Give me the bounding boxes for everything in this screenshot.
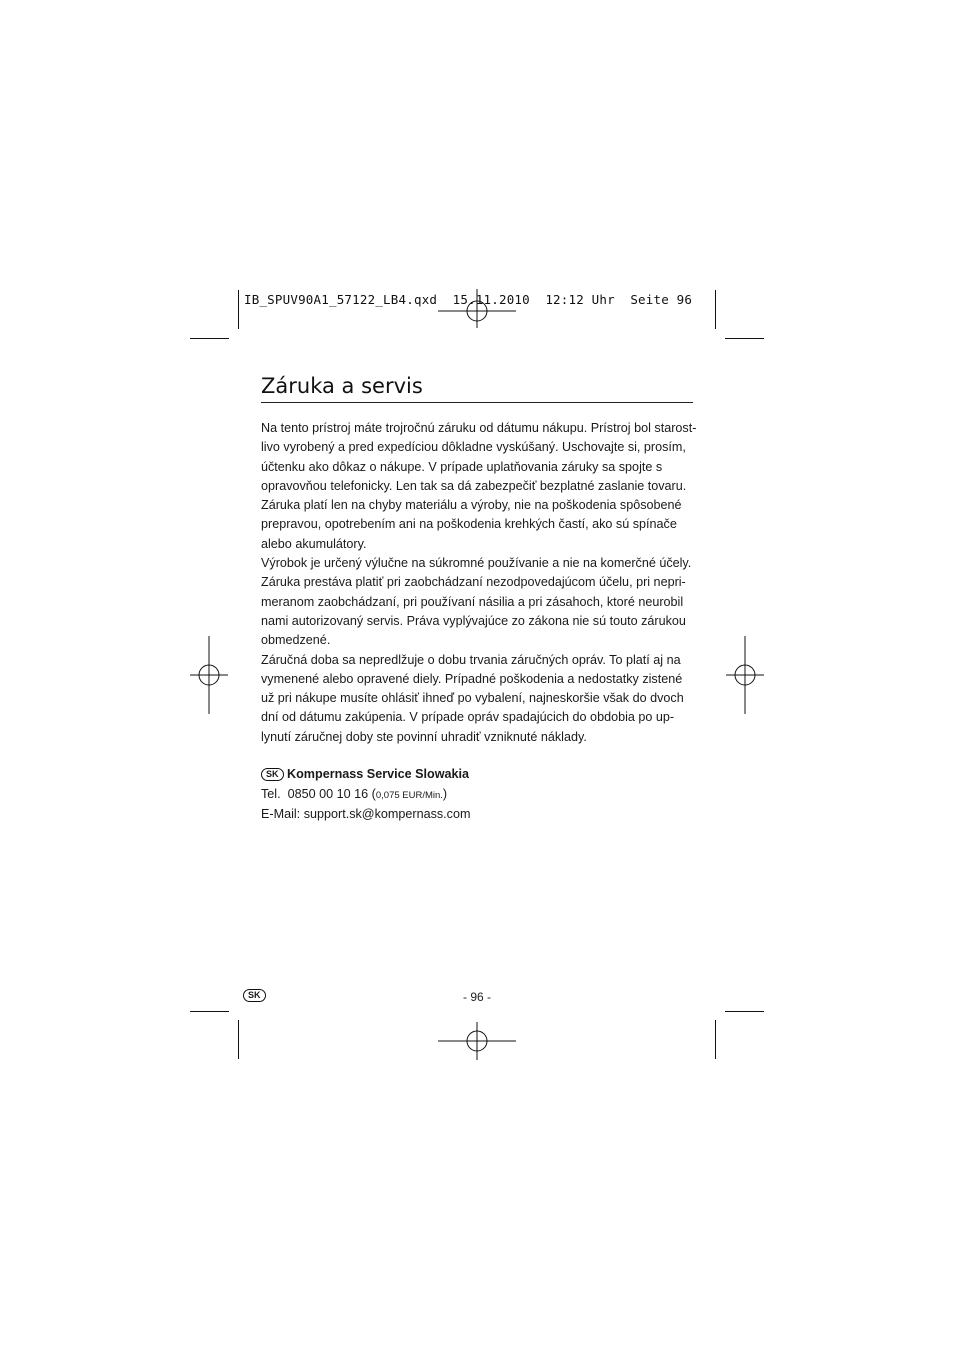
registration-mark-bottom <box>438 1002 516 1080</box>
registration-mark-left <box>170 636 248 714</box>
print-slug <box>244 292 692 307</box>
tel-label: Tel. <box>261 786 281 801</box>
text-line: dní od dátumu zakúpenia. V prípade opráv spadajúcich do obdobia po up- <box>261 710 675 725</box>
text-line: opravovňou telefonicky. Len tak sa dá zabezpečiť bezplatné zaslanie tovaru. <box>261 478 687 493</box>
crop-mark <box>190 338 229 339</box>
page-title: Záruka a servis <box>261 374 693 403</box>
crop-mark <box>725 338 764 339</box>
footer-country-badge: SK <box>243 989 266 1002</box>
text-line: lynutí záručnej doby ste povinní uhradiť vzniknuté náklady. <box>261 729 587 744</box>
text-line: meranom zaobchádzaní, pri používaní násilia a pri zásahoch, ktoré neurobil <box>261 594 684 609</box>
country-badge: SK <box>261 768 284 781</box>
slug-file: IB_SPUV90A1_57122_LB4.qxd <box>244 292 438 307</box>
email-label: E-Mail: <box>261 807 301 821</box>
email-address[interactable]: support.sk@kompernass.com <box>303 807 471 821</box>
text-line: Na tento prístroj máte trojročnú záruku od dátumu nákupu. Prístroj bol starost- <box>261 421 697 435</box>
registration-mark-right <box>706 636 784 714</box>
page-number: - 96 - <box>462 990 491 1004</box>
registration-mark-top <box>438 272 516 350</box>
text-line: už pri nákupe musíte ohlásiť ihneď po vybalení, najneskoršie však do dvoch <box>261 691 684 706</box>
warranty-text <box>261 419 697 747</box>
crop-mark <box>715 290 716 329</box>
text-line: Výrobok je určený výlučne na súkromné používanie a nie na komerčné účely. <box>261 556 692 571</box>
service-contact <box>261 765 697 825</box>
text-line: prepravou, opotrebením ani na poškodenia krehkých častí, ako sú spínače <box>261 517 677 532</box>
service-heading: Kompernass Service Slowakia <box>287 767 470 781</box>
crop-mark <box>238 290 239 329</box>
phone-row: Tel. 0850 00 10 16 (0,075 EUR/Min.) <box>261 786 448 801</box>
crop-mark <box>715 1020 716 1059</box>
tel-rate: 0,075 EUR/Min. <box>375 789 443 801</box>
text-line: obmedzené. <box>261 633 331 648</box>
slug-time: 12:12 Uhr <box>545 292 615 307</box>
text-line: Záručná doba sa nepredlžuje o dobu trvania záručných opráv. To platí aj na <box>261 652 681 667</box>
text-line: Záruka platí len na chyby materiálu a výroby, nie na poškodenia spôsobené <box>261 498 682 513</box>
tel-number: 0850 00 10 16 <box>287 786 369 801</box>
slug-page: Seite 96 <box>630 292 693 307</box>
crop-mark <box>190 1011 229 1012</box>
crop-mark <box>725 1011 764 1012</box>
email-row <box>261 805 697 825</box>
text-line: nami autorizovaný servis. Práva vyplývajúce zo zákona nie sú touto zárukou <box>261 613 686 628</box>
text-line: Záruka prestáva platiť pri zaobchádzaní nezodpovedajúcom účelu, pri nepri- <box>261 575 686 590</box>
slug-date: 15.11.2010 <box>452 292 530 307</box>
text-line: vymenené alebo opravené diely. Prípadné poškodenia a nedostatky zistené <box>261 671 683 686</box>
crop-mark <box>238 1020 239 1059</box>
text-line: účtenku ako dôkaz o nákupe. V prípade uplatňovania záruky sa spojte s <box>261 459 663 474</box>
text-line: alebo akumulátory. <box>261 536 367 551</box>
service-heading-row <box>261 765 697 785</box>
text-line: livo vyrobený a pred expedíciou dôkladne vyskúšaný. Uschovajte si, prosím, <box>261 440 686 455</box>
